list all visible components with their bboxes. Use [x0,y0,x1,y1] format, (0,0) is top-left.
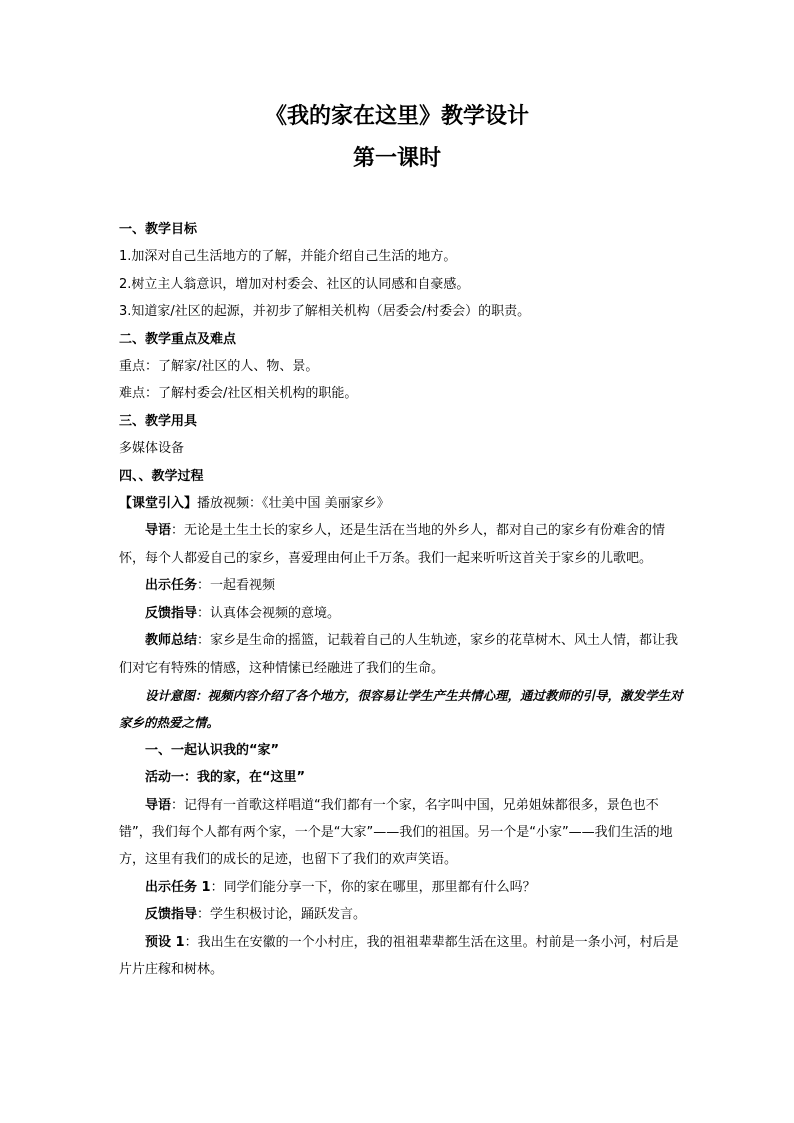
intro-label: 【课堂引入】 [119,496,198,512]
feedback-text: ：认真体会视频的意境。 [197,605,341,621]
guide-text: ：记得有一首歌这样唱道“我们都有一个家，名字叫中国，兄弟姐妹都很多，景色也不错”，我们每个人都有两个家，一个是“大家”——我们的祖国。另一个是“小家”——我们生活的地方，这里有我们的成长的足迹，也留下了我们的欢声笑语。 [119,797,673,868]
guide-label: 导语 [145,523,172,539]
design-intent: 设计意图：视频内容介绍了各个地方，很容易让学生产生共情心理，通过教师的引导，激发学生对家乡的热爱之情。 [119,687,683,731]
keypoint-key: 重点：了解家/社区的人、物、景。 [119,359,319,375]
tools-text: 多媒体设备 [119,441,185,457]
feedback-text: ：学生积极讨论，踊跃发言。 [197,907,367,923]
guide-paragraph [119,517,685,572]
task-paragraph-2 [119,874,685,901]
feedback-paragraph-2 [119,901,685,928]
section-heading: 一、一起认识我的“家” [145,742,280,758]
tools-heading: 三、教学用具 [119,413,198,429]
document-body [119,216,685,983]
guide-paragraph-2 [119,792,685,874]
keypoint-difficult: 难点：了解村委会/社区相关机构的职能。 [119,386,358,402]
intro-paragraph [119,490,685,517]
task-text: ：同学们能分享一下，你的家在哪里，那里都有什么吗？ [210,879,536,895]
document-subtitle: 第一课时 [352,145,441,171]
task-label: 出示任务 1 [145,879,211,895]
activity-heading: 活动一：我的家，在“这里” [145,770,306,786]
summary-label: 教师总结 [145,633,198,649]
intro-text: 播放视频：《壮美中国 美丽家乡》 [197,496,390,512]
feedback-label: 反馈指导 [145,907,198,923]
preset-text: ：我出生在安徽的一个小村庄，我的祖祖辈辈都生活在这里。村前是一条小河，村后是片片庄稼和树林。 [119,934,679,977]
objective-item: 1.加深对自己生活地方的了解，并能介绍自己生活的地方。 [119,249,457,265]
objective-item: 3.知道家/社区的起源，并初步了解相关机构（居委会/村委会）的职责。 [119,304,531,320]
summary-paragraph [119,627,685,682]
feedback-label: 反馈指导 [145,605,198,621]
process-heading: 四、、教学过程 [119,468,204,484]
task-label: 出示任务 [145,578,198,594]
preset-label: 预设 1 [145,934,185,950]
document-title: 《我的家在这里》教学设计 [264,103,529,129]
feedback-paragraph [119,600,685,627]
objective-item: 2.树立主人翁意识，增加对村委会、社区的认同感和自豪感。 [119,276,470,292]
task-paragraph [119,572,685,599]
preset-paragraph [119,929,685,984]
guide-text: ：无论是土生土长的家乡人，还是生活在当地的外乡人，都对自己的家乡有份难舍的情怀，每个人都爱自己的家乡，喜爱理由何止千万条。我们一起来听听这首关于家乡的儿歌吧。 [119,523,666,566]
objectives-heading: 一、教学目标 [119,222,198,237]
guide-label: 导语 [145,797,172,813]
keypoints-heading: 二、教学重点及难点 [119,331,237,347]
task-text: ：一起看视频 [197,578,276,594]
summary-text: ：家乡是生命的摇篮，记载着自己的人生轨迹，家乡的花草树木、风土人情，都让我们对它有特殊的情感，这种情愫已经融进了我们的生命。 [119,633,679,676]
